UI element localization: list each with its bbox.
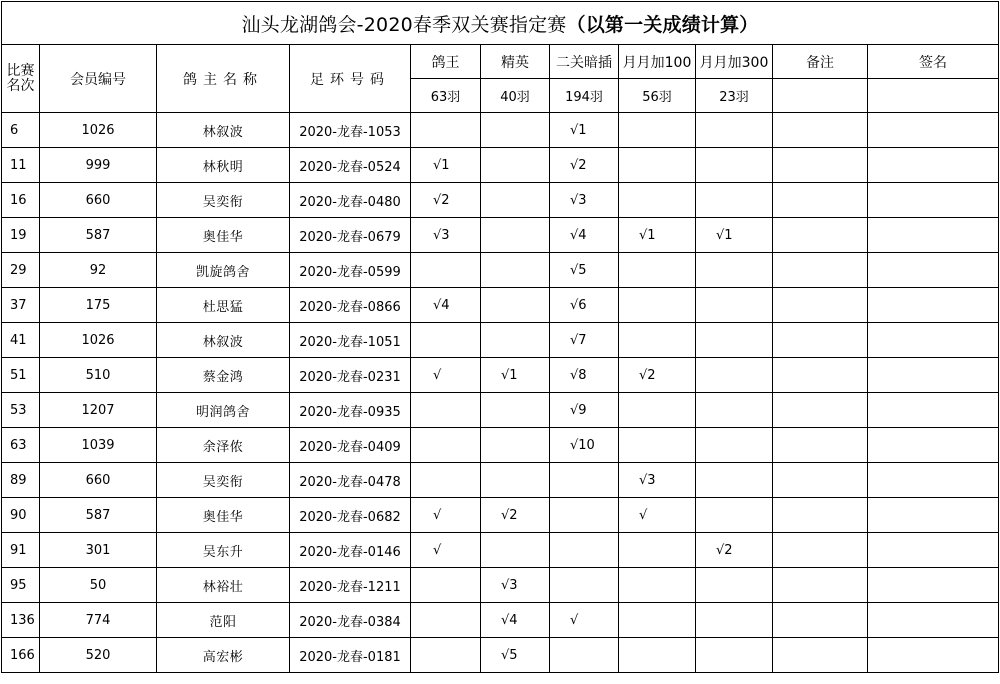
cell-signature bbox=[868, 183, 999, 218]
cell-signature bbox=[868, 323, 999, 358]
cell-mark-2: √1 bbox=[550, 113, 619, 148]
cell-remark bbox=[773, 463, 868, 498]
cell-mark-0 bbox=[411, 463, 481, 498]
cell-rank: 6 bbox=[2, 113, 40, 148]
cell-remark bbox=[773, 113, 868, 148]
cell-mark-3 bbox=[619, 638, 696, 673]
cell-mark-0: √1 bbox=[411, 148, 481, 183]
cell-mark-4: √2 bbox=[696, 533, 773, 568]
cell-mark-3 bbox=[619, 288, 696, 323]
cell-mark-1 bbox=[481, 113, 550, 148]
cell-member-no: 50 bbox=[40, 568, 157, 603]
table-row bbox=[2, 568, 999, 603]
header-count-2: 194羽 bbox=[550, 79, 619, 113]
cell-rank: 95 bbox=[2, 568, 40, 603]
cell-mark-2: √3 bbox=[550, 183, 619, 218]
header-count-4: 23羽 bbox=[696, 79, 773, 113]
header-count-0: 63羽 bbox=[411, 79, 481, 113]
table-row bbox=[2, 113, 999, 148]
cell-mark-3 bbox=[619, 148, 696, 183]
cell-mark-4 bbox=[696, 183, 773, 218]
cell-mark-4: √1 bbox=[696, 218, 773, 253]
cell-mark-1 bbox=[481, 218, 550, 253]
header-signature: 签名 bbox=[868, 45, 999, 79]
title-main: 汕头龙湖鸽会-2020春季双关赛指定赛 bbox=[241, 13, 567, 36]
cell-mark-1: √4 bbox=[481, 603, 550, 638]
cell-mark-0 bbox=[411, 428, 481, 463]
cell-mark-0 bbox=[411, 393, 481, 428]
cell-signature bbox=[868, 603, 999, 638]
header-ring: 足环号码 bbox=[290, 45, 411, 113]
cell-rank: 53 bbox=[2, 393, 40, 428]
cell-signature bbox=[868, 148, 999, 183]
cell-mark-2 bbox=[550, 463, 619, 498]
cell-mark-1 bbox=[481, 463, 550, 498]
cell-rank: 29 bbox=[2, 253, 40, 288]
cell-mark-1 bbox=[481, 288, 550, 323]
cell-mark-0: √2 bbox=[411, 183, 481, 218]
cell-ring: 2020-龙春-0935 bbox=[290, 393, 411, 428]
cell-signature bbox=[868, 358, 999, 393]
cell-remark bbox=[773, 183, 868, 218]
cell-mark-1: √5 bbox=[481, 638, 550, 673]
header-rank-label: 比赛名次 bbox=[6, 62, 35, 94]
cell-mark-2 bbox=[550, 638, 619, 673]
cell-mark-3: √2 bbox=[619, 358, 696, 393]
cell-owner: 林叙波 bbox=[157, 323, 290, 358]
cell-remark bbox=[773, 638, 868, 673]
header-remark: 备注 bbox=[773, 45, 868, 79]
cell-owner: 高宏彬 bbox=[157, 638, 290, 673]
cell-remark bbox=[773, 288, 868, 323]
cell-mark-4 bbox=[696, 393, 773, 428]
cell-rank: 63 bbox=[2, 428, 40, 463]
cell-signature bbox=[868, 113, 999, 148]
cell-owner: 杜思猛 bbox=[157, 288, 290, 323]
cell-member-no: 1026 bbox=[40, 323, 157, 358]
cell-ring: 2020-龙春-0409 bbox=[290, 428, 411, 463]
table-row bbox=[2, 323, 999, 358]
cell-mark-0: √ bbox=[411, 533, 481, 568]
header-cat-0: 鸽王 bbox=[411, 45, 481, 79]
cell-mark-2 bbox=[550, 498, 619, 533]
cell-rank: 11 bbox=[2, 148, 40, 183]
cell-remark bbox=[773, 568, 868, 603]
cell-owner: 余泽侬 bbox=[157, 428, 290, 463]
cell-mark-2: √5 bbox=[550, 253, 619, 288]
header-count-3: 56羽 bbox=[619, 79, 696, 113]
results-table bbox=[1, 1, 999, 673]
header-member-no: 会员编号 bbox=[40, 45, 157, 113]
cell-mark-2: √7 bbox=[550, 323, 619, 358]
header-rank bbox=[2, 45, 40, 113]
table-row bbox=[2, 148, 999, 183]
cell-ring: 2020-龙春-0384 bbox=[290, 603, 411, 638]
cell-member-no: 999 bbox=[40, 148, 157, 183]
cell-mark-4 bbox=[696, 253, 773, 288]
header-cat-1: 精英 bbox=[481, 45, 550, 79]
cell-mark-4 bbox=[696, 148, 773, 183]
title-row bbox=[2, 2, 999, 45]
cell-member-no: 660 bbox=[40, 183, 157, 218]
cell-mark-2: √2 bbox=[550, 148, 619, 183]
cell-mark-4 bbox=[696, 498, 773, 533]
cell-rank: 91 bbox=[2, 533, 40, 568]
sheet-title bbox=[2, 2, 999, 45]
header-cat-3: 月月加100 bbox=[619, 45, 696, 79]
cell-mark-0 bbox=[411, 603, 481, 638]
cell-owner: 吴奕衔 bbox=[157, 183, 290, 218]
cell-mark-2: √9 bbox=[550, 393, 619, 428]
cell-ring: 2020-龙春-1051 bbox=[290, 323, 411, 358]
cell-signature bbox=[868, 463, 999, 498]
cell-mark-0 bbox=[411, 323, 481, 358]
cell-owner: 吴奕衔 bbox=[157, 463, 290, 498]
cell-signature bbox=[868, 218, 999, 253]
cell-ring: 2020-龙春-1053 bbox=[290, 113, 411, 148]
cell-member-no: 587 bbox=[40, 498, 157, 533]
header-remark-blank bbox=[773, 79, 868, 113]
cell-rank: 19 bbox=[2, 218, 40, 253]
header-cat-4: 月月加300 bbox=[696, 45, 773, 79]
cell-remark bbox=[773, 498, 868, 533]
cell-mark-4 bbox=[696, 358, 773, 393]
cell-mark-1: √1 bbox=[481, 358, 550, 393]
cell-rank: 16 bbox=[2, 183, 40, 218]
cell-signature bbox=[868, 393, 999, 428]
cell-mark-0: √3 bbox=[411, 218, 481, 253]
cell-owner: 奥佳华 bbox=[157, 218, 290, 253]
table-row bbox=[2, 288, 999, 323]
cell-ring: 2020-龙春-0181 bbox=[290, 638, 411, 673]
cell-member-no: 587 bbox=[40, 218, 157, 253]
cell-mark-2: √10 bbox=[550, 428, 619, 463]
cell-mark-1 bbox=[481, 323, 550, 358]
cell-mark-1: √2 bbox=[481, 498, 550, 533]
header-owner: 鸽主名称 bbox=[157, 45, 290, 113]
cell-mark-1 bbox=[481, 428, 550, 463]
header-signature-blank bbox=[868, 79, 999, 113]
cell-ring: 2020-龙春-0866 bbox=[290, 288, 411, 323]
cell-ring: 2020-龙春-1211 bbox=[290, 568, 411, 603]
cell-mark-0: √4 bbox=[411, 288, 481, 323]
cell-member-no: 92 bbox=[40, 253, 157, 288]
table-row bbox=[2, 463, 999, 498]
cell-rank: 51 bbox=[2, 358, 40, 393]
cell-member-no: 175 bbox=[40, 288, 157, 323]
cell-ring: 2020-龙春-0480 bbox=[290, 183, 411, 218]
cell-mark-0: √ bbox=[411, 498, 481, 533]
cell-mark-2 bbox=[550, 533, 619, 568]
cell-remark bbox=[773, 148, 868, 183]
header-count-1: 40羽 bbox=[481, 79, 550, 113]
cell-ring: 2020-龙春-0146 bbox=[290, 533, 411, 568]
cell-remark bbox=[773, 253, 868, 288]
cell-signature bbox=[868, 568, 999, 603]
cell-remark bbox=[773, 393, 868, 428]
cell-mark-2: √6 bbox=[550, 288, 619, 323]
cell-mark-1 bbox=[481, 253, 550, 288]
cell-rank: 166 bbox=[2, 638, 40, 673]
cell-member-no: 774 bbox=[40, 603, 157, 638]
table-row bbox=[2, 638, 999, 673]
cell-mark-3 bbox=[619, 568, 696, 603]
cell-member-no: 660 bbox=[40, 463, 157, 498]
cell-mark-1 bbox=[481, 183, 550, 218]
cell-mark-3 bbox=[619, 253, 696, 288]
cell-remark bbox=[773, 323, 868, 358]
cell-signature bbox=[868, 638, 999, 673]
cell-member-no: 301 bbox=[40, 533, 157, 568]
cell-mark-1 bbox=[481, 533, 550, 568]
cell-owner: 奥佳华 bbox=[157, 498, 290, 533]
table-row bbox=[2, 533, 999, 568]
cell-mark-0 bbox=[411, 568, 481, 603]
cell-mark-4 bbox=[696, 568, 773, 603]
cell-mark-1: √3 bbox=[481, 568, 550, 603]
cell-member-no: 520 bbox=[40, 638, 157, 673]
table-row bbox=[2, 428, 999, 463]
cell-mark-2: √8 bbox=[550, 358, 619, 393]
cell-ring: 2020-龙春-0524 bbox=[290, 148, 411, 183]
cell-mark-4 bbox=[696, 463, 773, 498]
cell-owner: 凯旋鸽舍 bbox=[157, 253, 290, 288]
cell-signature bbox=[868, 533, 999, 568]
cell-mark-4 bbox=[696, 428, 773, 463]
cell-rank: 89 bbox=[2, 463, 40, 498]
table-row bbox=[2, 183, 999, 218]
cell-mark-0: √ bbox=[411, 358, 481, 393]
cell-mark-4 bbox=[696, 113, 773, 148]
cell-ring: 2020-龙春-0478 bbox=[290, 463, 411, 498]
cell-mark-0 bbox=[411, 253, 481, 288]
cell-mark-4 bbox=[696, 603, 773, 638]
cell-owner: 范阳 bbox=[157, 603, 290, 638]
cell-signature bbox=[868, 428, 999, 463]
cell-ring: 2020-龙春-0599 bbox=[290, 253, 411, 288]
cell-ring: 2020-龙春-0679 bbox=[290, 218, 411, 253]
cell-mark-3: √1 bbox=[619, 218, 696, 253]
cell-mark-2: √ bbox=[550, 603, 619, 638]
cell-member-no: 510 bbox=[40, 358, 157, 393]
cell-ring: 2020-龙春-0682 bbox=[290, 498, 411, 533]
table-row bbox=[2, 603, 999, 638]
cell-mark-4 bbox=[696, 288, 773, 323]
cell-mark-1 bbox=[481, 148, 550, 183]
cell-mark-3: √ bbox=[619, 498, 696, 533]
cell-mark-3 bbox=[619, 428, 696, 463]
table-row bbox=[2, 393, 999, 428]
cell-owner: 吴东升 bbox=[157, 533, 290, 568]
header-cat-2: 二关暗插 bbox=[550, 45, 619, 79]
cell-mark-4 bbox=[696, 323, 773, 358]
cell-rank: 37 bbox=[2, 288, 40, 323]
cell-remark bbox=[773, 533, 868, 568]
table-row bbox=[2, 498, 999, 533]
cell-mark-0 bbox=[411, 113, 481, 148]
cell-mark-3 bbox=[619, 603, 696, 638]
cell-mark-2 bbox=[550, 568, 619, 603]
table-row bbox=[2, 218, 999, 253]
cell-remark bbox=[773, 428, 868, 463]
cell-mark-0 bbox=[411, 638, 481, 673]
cell-mark-2: √4 bbox=[550, 218, 619, 253]
cell-remark bbox=[773, 603, 868, 638]
cell-signature bbox=[868, 498, 999, 533]
cell-mark-3 bbox=[619, 323, 696, 358]
cell-mark-3: √3 bbox=[619, 463, 696, 498]
cell-rank: 136 bbox=[2, 603, 40, 638]
cell-owner: 林裕壮 bbox=[157, 568, 290, 603]
cell-member-no: 1207 bbox=[40, 393, 157, 428]
cell-remark bbox=[773, 218, 868, 253]
cell-member-no: 1026 bbox=[40, 113, 157, 148]
cell-owner: 林叙波 bbox=[157, 113, 290, 148]
cell-rank: 90 bbox=[2, 498, 40, 533]
cell-mark-3 bbox=[619, 113, 696, 148]
cell-mark-3 bbox=[619, 533, 696, 568]
cell-mark-3 bbox=[619, 183, 696, 218]
cell-remark bbox=[773, 358, 868, 393]
table-row bbox=[2, 358, 999, 393]
cell-mark-1 bbox=[481, 393, 550, 428]
header-row-1 bbox=[2, 45, 999, 79]
cell-owner: 蔡金鸿 bbox=[157, 358, 290, 393]
cell-owner: 明润鸽舍 bbox=[157, 393, 290, 428]
cell-mark-4 bbox=[696, 638, 773, 673]
cell-owner: 林秋明 bbox=[157, 148, 290, 183]
cell-ring: 2020-龙春-0231 bbox=[290, 358, 411, 393]
table-row bbox=[2, 253, 999, 288]
cell-rank: 41 bbox=[2, 323, 40, 358]
cell-signature bbox=[868, 288, 999, 323]
cell-member-no: 1039 bbox=[40, 428, 157, 463]
cell-mark-3 bbox=[619, 393, 696, 428]
cell-signature bbox=[868, 253, 999, 288]
title-suffix: （以第一关成绩计算） bbox=[566, 13, 759, 36]
